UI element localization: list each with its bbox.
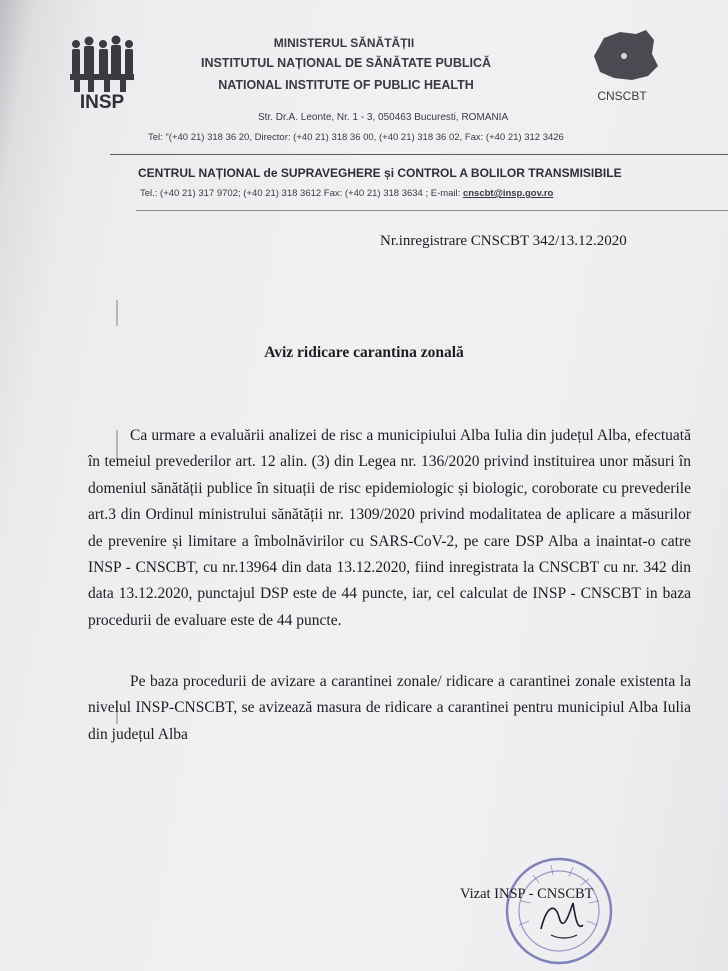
margin-mark <box>116 300 118 326</box>
institute-name-ro: INSTITUTUL NAȚIONAL DE SĂNĂTATE PUBLICĂ <box>200 56 492 70</box>
signature-label: Vizat INSP - CNSCBT <box>460 886 594 902</box>
registration-number: Nr.inregistrare CNSCBT 342/13.12.2020 <box>380 233 627 249</box>
address: Str. Dr.A. Leonte, Nr. 1 - 3, 050463 Bucuresti, ROMANIA <box>258 112 509 123</box>
ministry-name: MINISTERUL SĂNĂTĂȚII <box>273 36 415 50</box>
email-link[interactable]: cnscbt@insp.gov.ro <box>462 188 554 199</box>
cnscbt-logo-text: CNSCBT <box>597 89 647 103</box>
paragraph-1-text: Ca urmare a evaluării analizei de risc a municipiului Alba Iulia din județul Alba, efectuată în temeiul prevederilor art. 12 alin. (3) din Legea nr. 136/2020 privind instituirea unor măsuri în domeniul sănătății publice în situații de risc epidemiologic și biologic, coroborate cu prevederile art.3 din Ordinul ministrului sănătății nr. 1309/2020 privind modalitatea de aplicare a măsurilor de prevenire și limitare a îmbolnăvirilor cu SARS-CoV-2, pe care DSP Alba a inaintat-o catre INSP - CNSCBT, cu nr.13964 din data 13.12.2020, fiind inregistrata la CNSCBT cu nr. 342 din data 13.12.2020, punctajul DSP este de 44 puncte, iar, cel calculat de INSP - CNSCBT in baza procedurii de evaluare este de 44 puncte. <box>88 427 691 629</box>
phone-line: Tel: "(+40 21) 318 36 20, Director: (+40 21) 318 36 00, (+40 21) 318 36 02, Fax: (+40 21) 312 3426 <box>148 132 564 143</box>
paragraph-2 <box>88 669 691 748</box>
official-seal-stamp <box>503 855 615 967</box>
insp-logo-text: INSP <box>79 92 125 110</box>
center-name: CENTRUL NAȚIONAL de SUPRAVEGHERE și CONTROL A BOLILOR TRANSMISIBILE <box>138 166 622 180</box>
institute-name-en: NATIONAL INSTITUTE OF PUBLIC HEALTH <box>218 78 474 92</box>
paragraph-1 <box>88 423 691 634</box>
document-title: Aviz ridicare carantina zonală <box>264 344 464 361</box>
paragraph-2-text: Pe baza procedurii de avizare a carantinei zonale/ ridicare a carantinei zonale existenta la nivelul INSP-CNSCBT, se avizează masura de ridicare a carantinei pentru municipiul Alba Iulia din județul Alba <box>88 673 691 743</box>
center-contact-text: Tel.: (+40 21) 317 9702; (+40 21) 318 3612 Fax: (+40 21) 318 3634 ; E-mail: <box>140 188 463 199</box>
center-divider <box>136 210 728 211</box>
center-contact <box>140 188 553 199</box>
header-divider <box>110 154 728 155</box>
